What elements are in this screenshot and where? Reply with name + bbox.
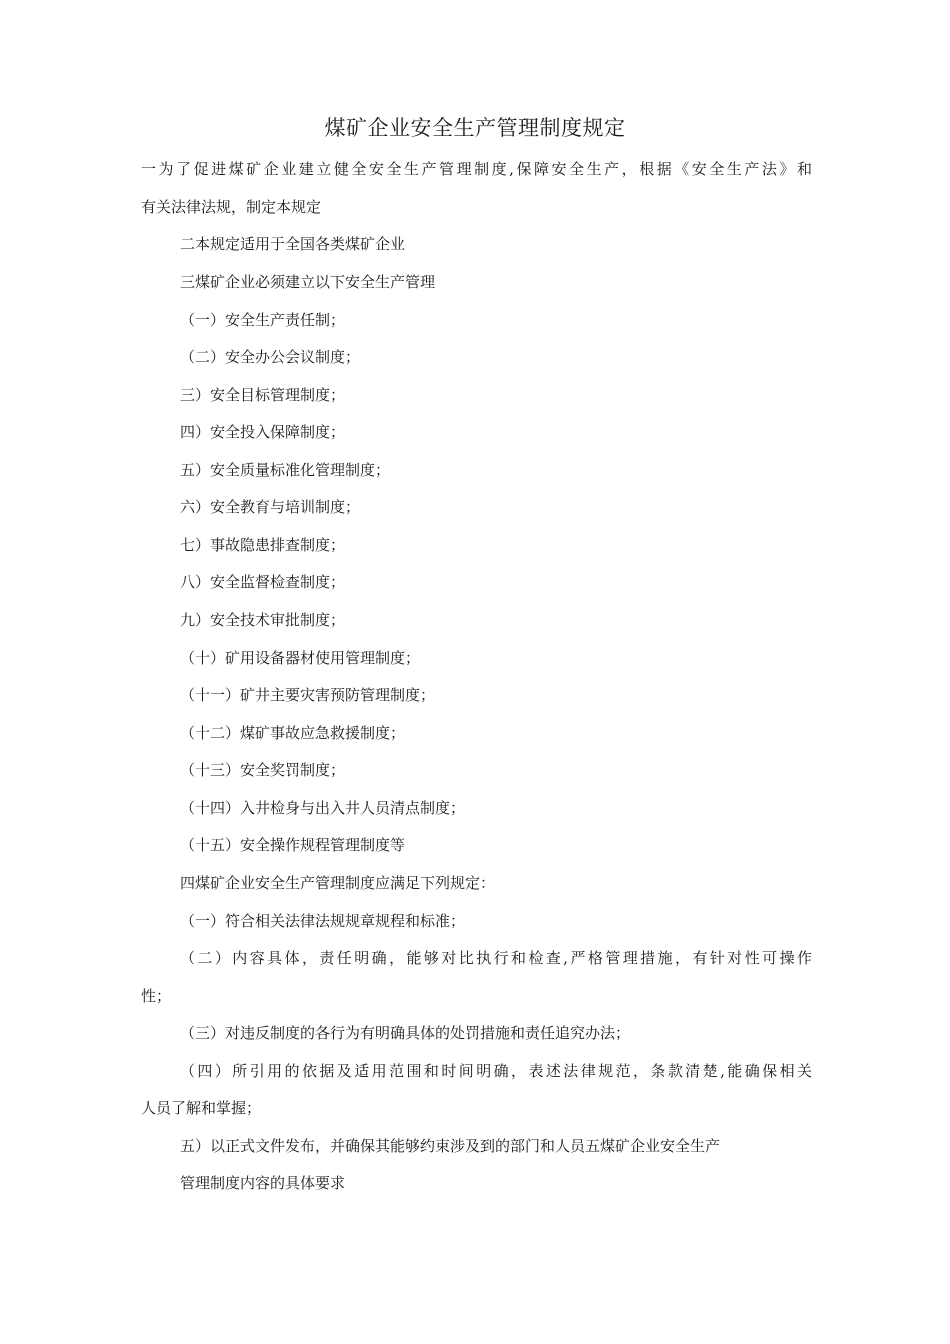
list-item: （十二）煤矿事故应急救援制度； (180, 724, 406, 742)
list-item: （十一）矿井主要灾害预防管理制度； (180, 686, 436, 704)
paragraph-line: 五）以正式文件发布，并确保其能够约束涉及到的部门和人员五煤矿企业安全生产 (180, 1137, 721, 1155)
paragraph-line: 管理制度内容的具体要求 (180, 1174, 346, 1192)
list-item: （十三）安全奖罚制度； (180, 761, 346, 779)
list-item: 四）安全投入保障制度； (180, 423, 346, 441)
paragraph-line: 二本规定适用于全国各类煤矿企业 (180, 235, 406, 253)
list-item: 七）事故隐患排查制度； (180, 536, 346, 554)
paragraph-line: 性； (141, 987, 172, 1005)
paragraph-line: 人员了解和掌握； (141, 1099, 262, 1117)
paragraph-line: （四）所引用的依据及适用范围和时间明确，表述法律规范，条款清楚,能确保相关 (180, 1062, 812, 1080)
list-item: 九）安全技术审批制度； (180, 611, 346, 629)
document-title: 煤矿企业安全生产管理制度规定 (324, 116, 626, 140)
list-item: （一）安全生产责任制； (180, 311, 346, 329)
list-item: （十）矿用设备器材使用管理制度； (180, 649, 421, 667)
paragraph-line: 有关法律法规，制定本规定 (141, 198, 322, 216)
paragraph-line: （二）内容具体，责任明确，能够对比执行和检查,严格管理措施，有针对性可操作 (180, 949, 812, 967)
list-item: （十五）安全操作规程管理制度等 (180, 836, 406, 854)
list-item: 三）安全目标管理制度； (180, 386, 346, 404)
paragraph-line: 一为了促进煤矿企业建立健全安全生产管理制度,保障安全生产，根据《安全生产法》和 (141, 160, 812, 178)
list-item: 五）安全质量标准化管理制度； (180, 461, 391, 479)
paragraph-line: 三煤矿企业必须建立以下安全生产管理 (180, 273, 436, 291)
list-item: 八）安全监督检查制度； (180, 573, 346, 591)
list-item: （三）对违反制度的各行为有明确具体的处罚措施和责任追究办法； (180, 1024, 631, 1042)
list-item: （十四）入井检身与出入井人员清点制度； (180, 799, 466, 817)
list-item: （二）安全办公会议制度； (180, 348, 361, 366)
list-item: 六）安全教育与培训制度； (180, 498, 361, 516)
paragraph-line: 四煤矿企业安全生产管理制度应满足下列规定： (180, 874, 496, 892)
list-item: （一）符合相关法律法规规章规程和标准； (180, 912, 466, 930)
